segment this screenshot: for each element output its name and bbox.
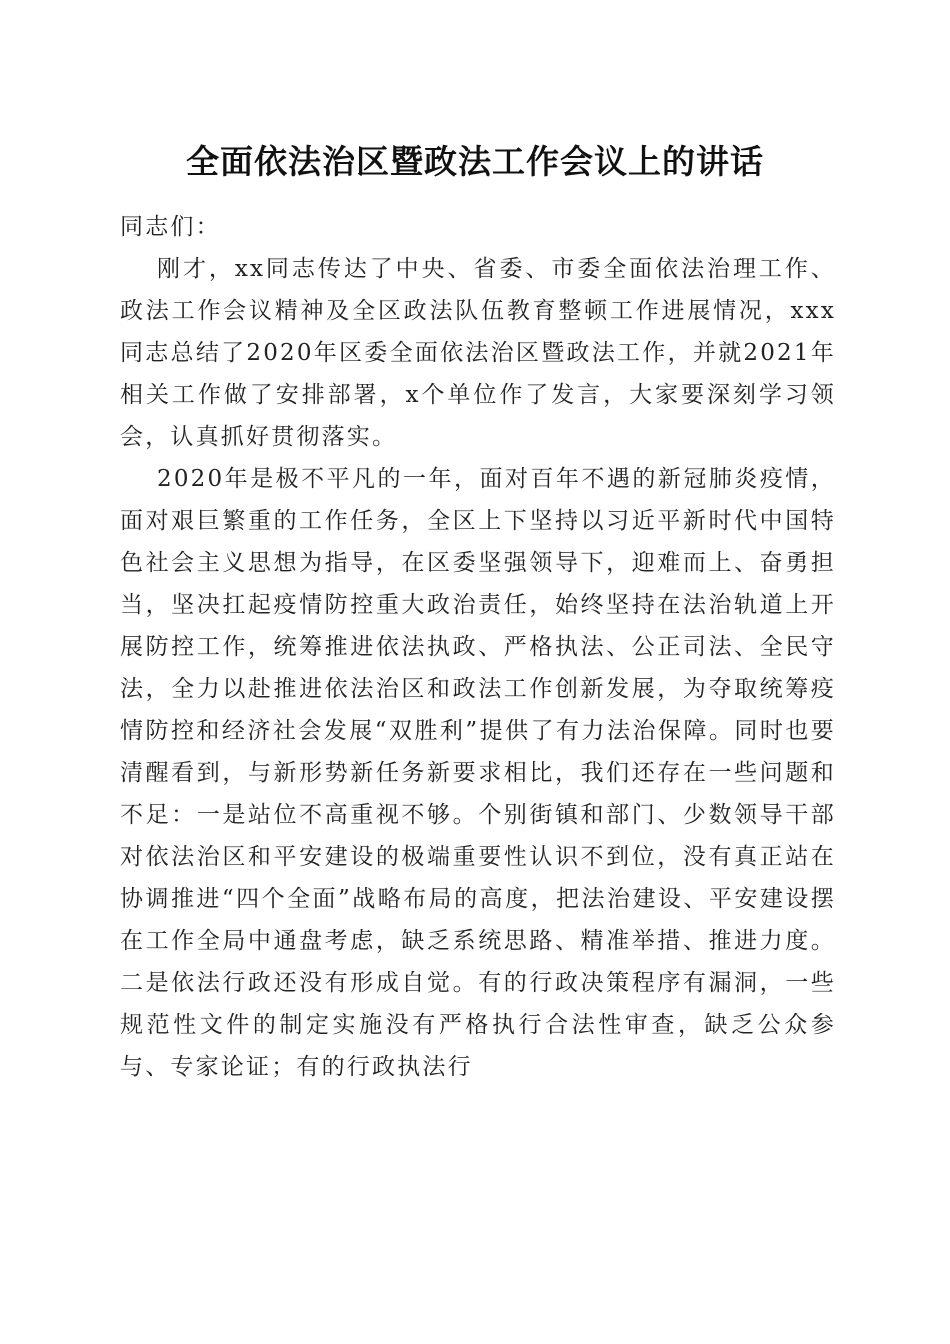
paragraph-1: 刚才，xx同志传达了中央、省委、市委全面依法治理工作、政法工作会议精神及全区政法队伍教育整顿工作进展情况，xxx同志总结了2020年区委全面依法治区暨政法工作，并就2021年相关工作做了安排部署，x个单位作了发言，大家要深刻学习领会，认真抓好贯彻落实。 [120,256,836,450]
document-body [120,206,836,1088]
salutation: 同志们： [120,214,221,240]
document-title: 全面依法治区暨政法工作会议上的讲话 [186,142,764,181]
paragraph-2: 2020年是极不平凡的一年，面对百年不遇的新冠肺炎疫情，面对艰巨繁重的工作任务，全区上下坚持以习近平新时代中国特色社会主义思想为指导，在区委坚强领导下，迎难而上、奋勇担当，坚决扛起疫情防控重大政治责任，始终坚持在法治轨道上开展防控工作，统筹推进依法执政、严格执法、公正司法、全民守法，全力以赴推进依法治区和政法工作创新发展，为夺取统筹疫情防控和经济社会发展“双胜利”提供了有力法治保障。同时也要清醒看到，与新形势新任务新要求相比，我们还存在一些问题和不足：一是站位不高重视不够。个别街镇和部门、少数领导干部对依法治区和平安建设的极端重要性认识不到位，没有真正站在协调推进“四个全面”战略布局的高度，把法治建设、平安建设摆在工作全局中通盘考虑，缺乏系统思路、精准举措、推进力度。二是依法行政还没有形成自觉。有的行政决策程序有漏洞，一些规范性文件的制定实施没有严格执行合法性审查，缺乏公众参与、专家论证；有的行政执法行 [120,466,836,1080]
